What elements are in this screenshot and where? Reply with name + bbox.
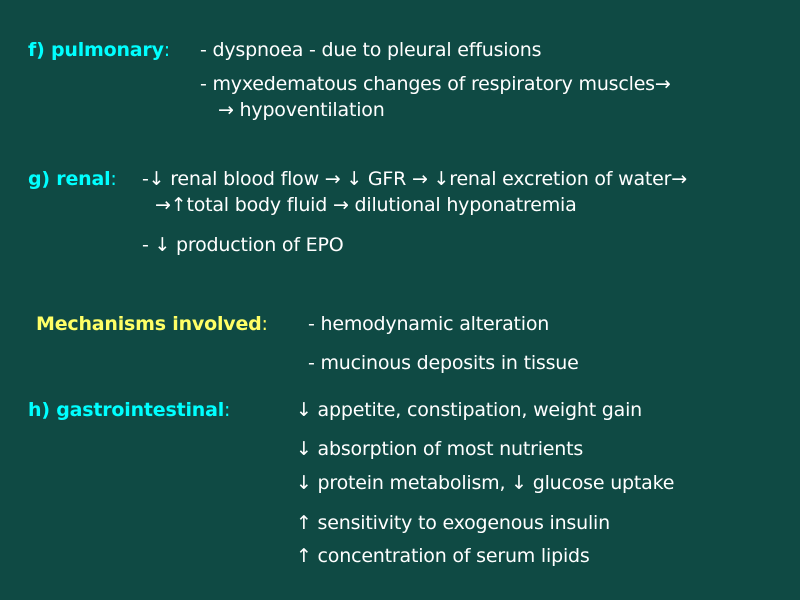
mechanisms-heading-colon: : xyxy=(261,313,268,335)
mechanisms-line-1: - hemodynamic alteration xyxy=(308,313,550,335)
renal-line-1: -↓ renal blood flow → ↓ GFR → ↓renal excretion of water→ xyxy=(142,168,687,190)
pulmonary-heading-label: f) pulmonary xyxy=(28,39,164,61)
renal-line-3: - ↓ production of EPO xyxy=(142,234,344,256)
gastrointestinal-heading-label: h) gastrointestinal xyxy=(28,399,225,421)
renal-line-2: →↑total body fluid → dilutional hyponatremia xyxy=(155,194,577,216)
pulmonary-heading-colon: : xyxy=(163,39,170,61)
gastrointestinal-heading-colon: : xyxy=(224,399,231,421)
renal-heading-colon: : xyxy=(110,168,117,190)
mechanisms-heading xyxy=(36,312,268,336)
gastrointestinal-line-3: ↓ protein metabolism, ↓ glucose uptake xyxy=(296,472,675,494)
pulmonary-line-2: - myxedematous changes of respiratory muscles→ xyxy=(200,73,671,95)
gastrointestinal-line-2: ↓ absorption of most nutrients xyxy=(296,438,584,460)
pulmonary-line-1: - dyspnoea - due to pleural effusions xyxy=(200,39,542,61)
mechanisms-line-2: - mucinous deposits in tissue xyxy=(308,352,579,374)
gastrointestinal-heading xyxy=(28,398,230,422)
renal-heading-label: g) renal xyxy=(28,168,111,190)
gastrointestinal-line-5: ↑ concentration of serum lipids xyxy=(296,545,590,567)
gastrointestinal-line-4: ↑ sensitivity to exogenous insulin xyxy=(296,512,610,534)
gastrointestinal-line-1: ↓ appetite, constipation, weight gain xyxy=(296,399,643,421)
pulmonary-line-3: → hypoventilation xyxy=(218,99,385,121)
pulmonary-heading xyxy=(28,38,170,62)
mechanisms-heading-label: Mechanisms involved xyxy=(36,313,262,335)
renal-heading xyxy=(28,167,117,191)
